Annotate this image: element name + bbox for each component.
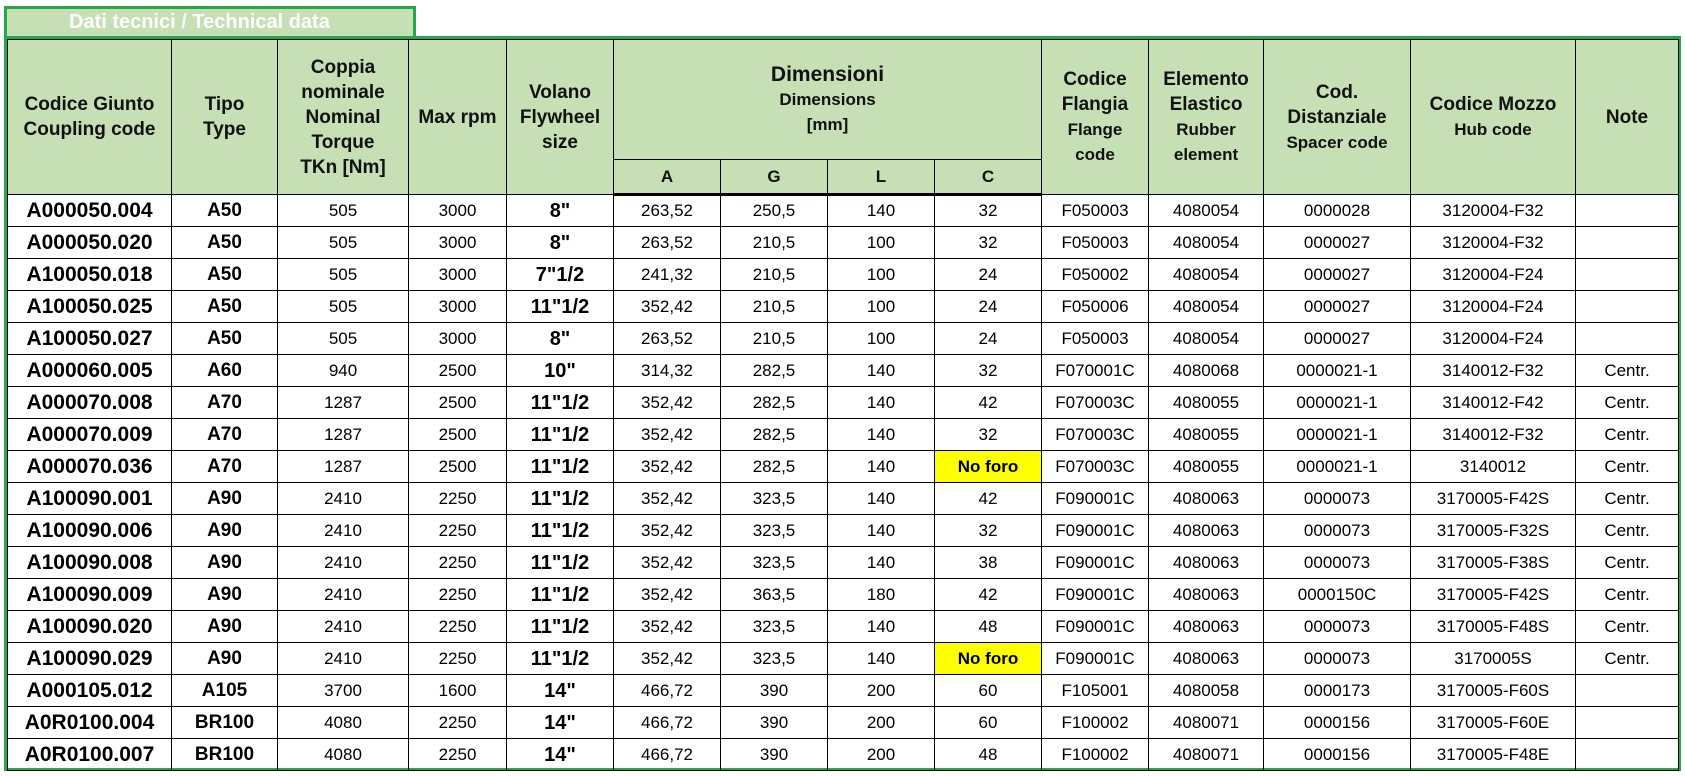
cell-rpm: 3000 (409, 195, 507, 227)
col-hub-code: Codice Mozzo Hub code (1411, 40, 1576, 195)
cell-fly: 14" (507, 739, 614, 771)
cell-torque: 2410 (278, 611, 409, 643)
cell-type: BR100 (172, 739, 278, 771)
cell-l: 140 (828, 387, 935, 419)
cell-torque: 940 (278, 355, 409, 387)
cell-flange: F070003C (1042, 451, 1149, 483)
cell-flange: F050003 (1042, 323, 1149, 355)
cell-code: A100090.001 (8, 483, 172, 515)
cell-element: 4080063 (1149, 515, 1264, 547)
table-row (8, 675, 1679, 707)
cell-spacer: 0000027 (1264, 227, 1411, 259)
cell-element: 4080071 (1149, 707, 1264, 739)
cell-type: A50 (172, 291, 278, 323)
cell-rpm: 2500 (409, 355, 507, 387)
cell-fly: 11"1/2 (507, 451, 614, 483)
table-row (8, 323, 1679, 355)
cell-type: A60 (172, 355, 278, 387)
col-note: Note (1576, 40, 1679, 195)
cell-a: 466,72 (614, 675, 721, 707)
cell-torque: 4080 (278, 739, 409, 771)
cell-g: 363,5 (721, 579, 828, 611)
table-row (8, 515, 1679, 547)
table-row (8, 419, 1679, 451)
cell-note: Centr. (1576, 387, 1679, 419)
col-rubber-element: Elemento Elastico Rubber element (1149, 40, 1264, 195)
cell-l: 180 (828, 579, 935, 611)
cell-rpm: 2250 (409, 579, 507, 611)
cell-hub: 3170005-F48E (1411, 739, 1576, 771)
cell-note (1576, 259, 1679, 291)
cell-type: A90 (172, 643, 278, 675)
cell-code: A100090.029 (8, 643, 172, 675)
cell-flange: F050002 (1042, 259, 1149, 291)
cell-type: A90 (172, 579, 278, 611)
cell-fly: 8" (507, 195, 614, 227)
cell-element: 4080058 (1149, 675, 1264, 707)
cell-fly: 10" (507, 355, 614, 387)
cell-hub: 3120004-F24 (1411, 259, 1576, 291)
cell-spacer: 0000021-1 (1264, 387, 1411, 419)
cell-c: 48 (935, 739, 1042, 771)
cell-rpm: 3000 (409, 227, 507, 259)
cell-spacer: 0000027 (1264, 291, 1411, 323)
cell-hub: 3140012-F42 (1411, 387, 1576, 419)
cell-rpm: 2250 (409, 739, 507, 771)
cell-note: Centr. (1576, 547, 1679, 579)
cell-spacer: 0000173 (1264, 675, 1411, 707)
cell-code: A100050.018 (8, 259, 172, 291)
cell-rpm: 2250 (409, 515, 507, 547)
cell-fly: 11"1/2 (507, 483, 614, 515)
cell-torque: 2410 (278, 643, 409, 675)
table-row (8, 355, 1679, 387)
cell-torque: 505 (278, 227, 409, 259)
cell-element: 4080063 (1149, 611, 1264, 643)
cell-flange: F090001C (1042, 515, 1149, 547)
cell-torque: 1287 (278, 387, 409, 419)
cell-type: A105 (172, 675, 278, 707)
cell-c: 32 (935, 419, 1042, 451)
cell-hub: 3140012-F32 (1411, 355, 1576, 387)
cell-spacer: 0000073 (1264, 515, 1411, 547)
cell-g: 282,5 (721, 355, 828, 387)
cell-fly: 7"1/2 (507, 259, 614, 291)
cell-torque: 2410 (278, 547, 409, 579)
cell-element: 4080063 (1149, 483, 1264, 515)
cell-g: 210,5 (721, 259, 828, 291)
cell-a: 352,42 (614, 547, 721, 579)
cell-flange: F090001C (1042, 579, 1149, 611)
cell-g: 323,5 (721, 515, 828, 547)
cell-spacer: 0000021-1 (1264, 355, 1411, 387)
cell-a: 314,32 (614, 355, 721, 387)
cell-fly: 11"1/2 (507, 515, 614, 547)
cell-l: 140 (828, 451, 935, 483)
cell-rpm: 2250 (409, 707, 507, 739)
cell-element: 4080068 (1149, 355, 1264, 387)
cell-spacer: 0000150C (1264, 579, 1411, 611)
cell-a: 352,42 (614, 483, 721, 515)
cell-l: 140 (828, 515, 935, 547)
table-row (8, 259, 1679, 291)
cell-element: 4080071 (1149, 739, 1264, 771)
cell-a: 352,42 (614, 515, 721, 547)
cell-l: 100 (828, 259, 935, 291)
cell-c: 60 (935, 707, 1042, 739)
cell-code: A100090.009 (8, 579, 172, 611)
cell-code: A100050.027 (8, 323, 172, 355)
cell-code: A000050.020 (8, 227, 172, 259)
cell-g: 323,5 (721, 611, 828, 643)
cell-a: 352,42 (614, 643, 721, 675)
cell-l: 100 (828, 227, 935, 259)
cell-torque: 3700 (278, 675, 409, 707)
cell-element: 4080063 (1149, 579, 1264, 611)
cell-type: A50 (172, 323, 278, 355)
cell-hub: 3170005-F42S (1411, 579, 1576, 611)
cell-l: 200 (828, 707, 935, 739)
cell-code: A000050.004 (8, 195, 172, 227)
cell-note (1576, 675, 1679, 707)
cell-rpm: 1600 (409, 675, 507, 707)
cell-g: 390 (721, 739, 828, 771)
cell-torque: 2410 (278, 483, 409, 515)
cell-spacer: 0000021-1 (1264, 451, 1411, 483)
cell-flange: F090001C (1042, 483, 1149, 515)
cell-c: No foro (935, 643, 1042, 675)
cell-torque: 2410 (278, 579, 409, 611)
col-dim-c: C (935, 160, 1042, 195)
cell-torque: 4080 (278, 707, 409, 739)
cell-l: 200 (828, 675, 935, 707)
cell-fly: 11"1/2 (507, 643, 614, 675)
col-flange-code: Codice Flangia Flange code (1042, 40, 1149, 195)
cell-a: 352,42 (614, 579, 721, 611)
cell-l: 140 (828, 483, 935, 515)
cell-hub: 3140012-F32 (1411, 419, 1576, 451)
cell-a: 263,52 (614, 323, 721, 355)
cell-l: 140 (828, 419, 935, 451)
table-row (8, 483, 1679, 515)
col-torque: Coppia nominale Nominal Torque TKn [Nm] (278, 40, 409, 195)
cell-rpm: 2250 (409, 483, 507, 515)
cell-flange: F090001C (1042, 547, 1149, 579)
cell-hub: 3170005S (1411, 643, 1576, 675)
cell-element: 4080055 (1149, 387, 1264, 419)
cell-a: 263,52 (614, 227, 721, 259)
cell-hub: 3170005-F60E (1411, 707, 1576, 739)
cell-fly: 14" (507, 707, 614, 739)
table-row (8, 643, 1679, 675)
cell-code: A100090.008 (8, 547, 172, 579)
cell-l: 100 (828, 323, 935, 355)
cell-element: 4080054 (1149, 323, 1264, 355)
cell-l: 140 (828, 547, 935, 579)
cell-code: A000105.012 (8, 675, 172, 707)
cell-type: A90 (172, 483, 278, 515)
table-row (8, 195, 1679, 227)
cell-torque: 1287 (278, 419, 409, 451)
cell-c: 60 (935, 675, 1042, 707)
cell-fly: 8" (507, 323, 614, 355)
cell-spacer: 0000028 (1264, 195, 1411, 227)
cell-flange: F090001C (1042, 643, 1149, 675)
cell-type: A90 (172, 515, 278, 547)
cell-c: 42 (935, 387, 1042, 419)
cell-a: 352,42 (614, 611, 721, 643)
cell-g: 250,5 (721, 195, 828, 227)
cell-flange: F050003 (1042, 227, 1149, 259)
cell-code: A000060.005 (8, 355, 172, 387)
cell-c: 48 (935, 611, 1042, 643)
cell-g: 210,5 (721, 227, 828, 259)
table-row (8, 739, 1679, 771)
col-dim-a: A (614, 160, 721, 195)
cell-note: Centr. (1576, 483, 1679, 515)
cell-flange: F070003C (1042, 387, 1149, 419)
cell-c: 24 (935, 291, 1042, 323)
cell-torque: 505 (278, 291, 409, 323)
cell-spacer: 0000156 (1264, 707, 1411, 739)
cell-c: No foro (935, 451, 1042, 483)
cell-spacer: 0000027 (1264, 259, 1411, 291)
cell-element: 4080055 (1149, 451, 1264, 483)
cell-spacer: 0000073 (1264, 643, 1411, 675)
cell-l: 200 (828, 739, 935, 771)
cell-spacer: 0000156 (1264, 739, 1411, 771)
cell-flange: F090001C (1042, 611, 1149, 643)
cell-hub: 3170005-F48S (1411, 611, 1576, 643)
cell-hub: 3120004-F24 (1411, 291, 1576, 323)
cell-flange: F105001 (1042, 675, 1149, 707)
cell-torque: 505 (278, 323, 409, 355)
cell-g: 210,5 (721, 291, 828, 323)
cell-g: 282,5 (721, 387, 828, 419)
cell-g: 323,5 (721, 483, 828, 515)
cell-flange: F100002 (1042, 739, 1149, 771)
cell-a: 352,42 (614, 419, 721, 451)
cell-flange: F070003C (1042, 419, 1149, 451)
cell-hub: 3170005-F60S (1411, 675, 1576, 707)
cell-type: A90 (172, 547, 278, 579)
cell-spacer: 0000073 (1264, 611, 1411, 643)
col-dim-g: G (721, 160, 828, 195)
cell-flange: F070001C (1042, 355, 1149, 387)
cell-code: A000070.008 (8, 387, 172, 419)
col-dim-l: L (828, 160, 935, 195)
cell-hub: 3140012 (1411, 451, 1576, 483)
cell-a: 352,42 (614, 451, 721, 483)
cell-fly: 11"1/2 (507, 579, 614, 611)
table-row (8, 291, 1679, 323)
cell-a: 352,42 (614, 291, 721, 323)
table-row (8, 387, 1679, 419)
table-row (8, 707, 1679, 739)
cell-type: A70 (172, 419, 278, 451)
cell-hub: 3170005-F32S (1411, 515, 1576, 547)
cell-note: Centr. (1576, 451, 1679, 483)
cell-c: 42 (935, 579, 1042, 611)
cell-rpm: 2250 (409, 611, 507, 643)
cell-c: 32 (935, 195, 1042, 227)
table-row (8, 547, 1679, 579)
cell-rpm: 2500 (409, 419, 507, 451)
cell-code: A100050.025 (8, 291, 172, 323)
cell-note: Centr. (1576, 419, 1679, 451)
cell-fly: 11"1/2 (507, 419, 614, 451)
col-flywheel: Volano Flywheel size (507, 40, 614, 195)
col-coupling-code: Codice Giunto Coupling code (8, 40, 172, 195)
cell-c: 32 (935, 515, 1042, 547)
cell-c: 32 (935, 355, 1042, 387)
cell-note: Centr. (1576, 579, 1679, 611)
cell-type: A50 (172, 195, 278, 227)
cell-element: 4080054 (1149, 195, 1264, 227)
cell-g: 390 (721, 675, 828, 707)
cell-hub: 3120004-F32 (1411, 195, 1576, 227)
cell-note (1576, 195, 1679, 227)
cell-rpm: 3000 (409, 291, 507, 323)
cell-code: A100090.006 (8, 515, 172, 547)
cell-hub: 3120004-F24 (1411, 323, 1576, 355)
cell-type: A50 (172, 259, 278, 291)
cell-fly: 8" (507, 227, 614, 259)
cell-l: 140 (828, 355, 935, 387)
cell-torque: 505 (278, 195, 409, 227)
cell-a: 352,42 (614, 387, 721, 419)
cell-spacer: 0000073 (1264, 547, 1411, 579)
cell-note (1576, 227, 1679, 259)
cell-fly: 11"1/2 (507, 611, 614, 643)
cell-type: A50 (172, 227, 278, 259)
cell-fly: 11"1/2 (507, 547, 614, 579)
cell-element: 4080055 (1149, 419, 1264, 451)
cell-element: 4080054 (1149, 259, 1264, 291)
col-spacer-code: Cod. Distanziale Spacer code (1264, 40, 1411, 195)
cell-type: A70 (172, 387, 278, 419)
cell-rpm: 2500 (409, 387, 507, 419)
cell-note (1576, 291, 1679, 323)
cell-note: Centr. (1576, 643, 1679, 675)
cell-c: 42 (935, 483, 1042, 515)
cell-rpm: 2250 (409, 547, 507, 579)
col-dimensions: Dimensioni Dimensions [mm] (614, 40, 1042, 160)
cell-g: 323,5 (721, 643, 828, 675)
cell-torque: 1287 (278, 451, 409, 483)
cell-l: 140 (828, 195, 935, 227)
table-row (8, 579, 1679, 611)
cell-rpm: 2500 (409, 451, 507, 483)
table-row (8, 611, 1679, 643)
table-row (8, 451, 1679, 483)
cell-a: 241,32 (614, 259, 721, 291)
cell-torque: 505 (278, 259, 409, 291)
cell-code: A0R0100.007 (8, 739, 172, 771)
col-max-rpm: Max rpm (409, 40, 507, 195)
cell-rpm: 3000 (409, 259, 507, 291)
cell-flange: F100002 (1042, 707, 1149, 739)
cell-code: A0R0100.004 (8, 707, 172, 739)
cell-spacer: 0000027 (1264, 323, 1411, 355)
cell-note: Centr. (1576, 611, 1679, 643)
cell-a: 466,72 (614, 739, 721, 771)
cell-type: A70 (172, 451, 278, 483)
cell-fly: 11"1/2 (507, 291, 614, 323)
cell-fly: 14" (507, 675, 614, 707)
cell-spacer: 0000021-1 (1264, 419, 1411, 451)
cell-g: 390 (721, 707, 828, 739)
cell-type: BR100 (172, 707, 278, 739)
cell-rpm: 2250 (409, 643, 507, 675)
cell-note (1576, 323, 1679, 355)
cell-fly: 11"1/2 (507, 387, 614, 419)
cell-c: 38 (935, 547, 1042, 579)
cell-hub: 3120004-F32 (1411, 227, 1576, 259)
cell-c: 24 (935, 259, 1042, 291)
cell-g: 323,5 (721, 547, 828, 579)
technical-data-table (7, 39, 1679, 771)
cell-l: 140 (828, 643, 935, 675)
cell-element: 4080063 (1149, 643, 1264, 675)
cell-element: 4080054 (1149, 291, 1264, 323)
cell-rpm: 3000 (409, 323, 507, 355)
cell-g: 210,5 (721, 323, 828, 355)
cell-l: 100 (828, 291, 935, 323)
cell-torque: 2410 (278, 515, 409, 547)
cell-code: A000070.009 (8, 419, 172, 451)
cell-element: 4080063 (1149, 547, 1264, 579)
cell-g: 282,5 (721, 451, 828, 483)
section-title: Dati tecnici / Technical data (4, 6, 416, 36)
cell-hub: 3170005-F38S (1411, 547, 1576, 579)
cell-flange: F050006 (1042, 291, 1149, 323)
cell-flange: F050003 (1042, 195, 1149, 227)
cell-spacer: 0000073 (1264, 483, 1411, 515)
cell-code: A000070.036 (8, 451, 172, 483)
cell-hub: 3170005-F42S (1411, 483, 1576, 515)
cell-type: A90 (172, 611, 278, 643)
cell-a: 466,72 (614, 707, 721, 739)
cell-code: A100090.020 (8, 611, 172, 643)
cell-a: 263,52 (614, 195, 721, 227)
table-row (8, 227, 1679, 259)
cell-element: 4080054 (1149, 227, 1264, 259)
cell-g: 282,5 (721, 419, 828, 451)
cell-c: 32 (935, 227, 1042, 259)
cell-c: 24 (935, 323, 1042, 355)
cell-note: Centr. (1576, 355, 1679, 387)
col-type: Tipo Type (172, 40, 278, 195)
cell-note (1576, 707, 1679, 739)
cell-l: 140 (828, 611, 935, 643)
cell-note: Centr. (1576, 515, 1679, 547)
cell-note (1576, 739, 1679, 771)
